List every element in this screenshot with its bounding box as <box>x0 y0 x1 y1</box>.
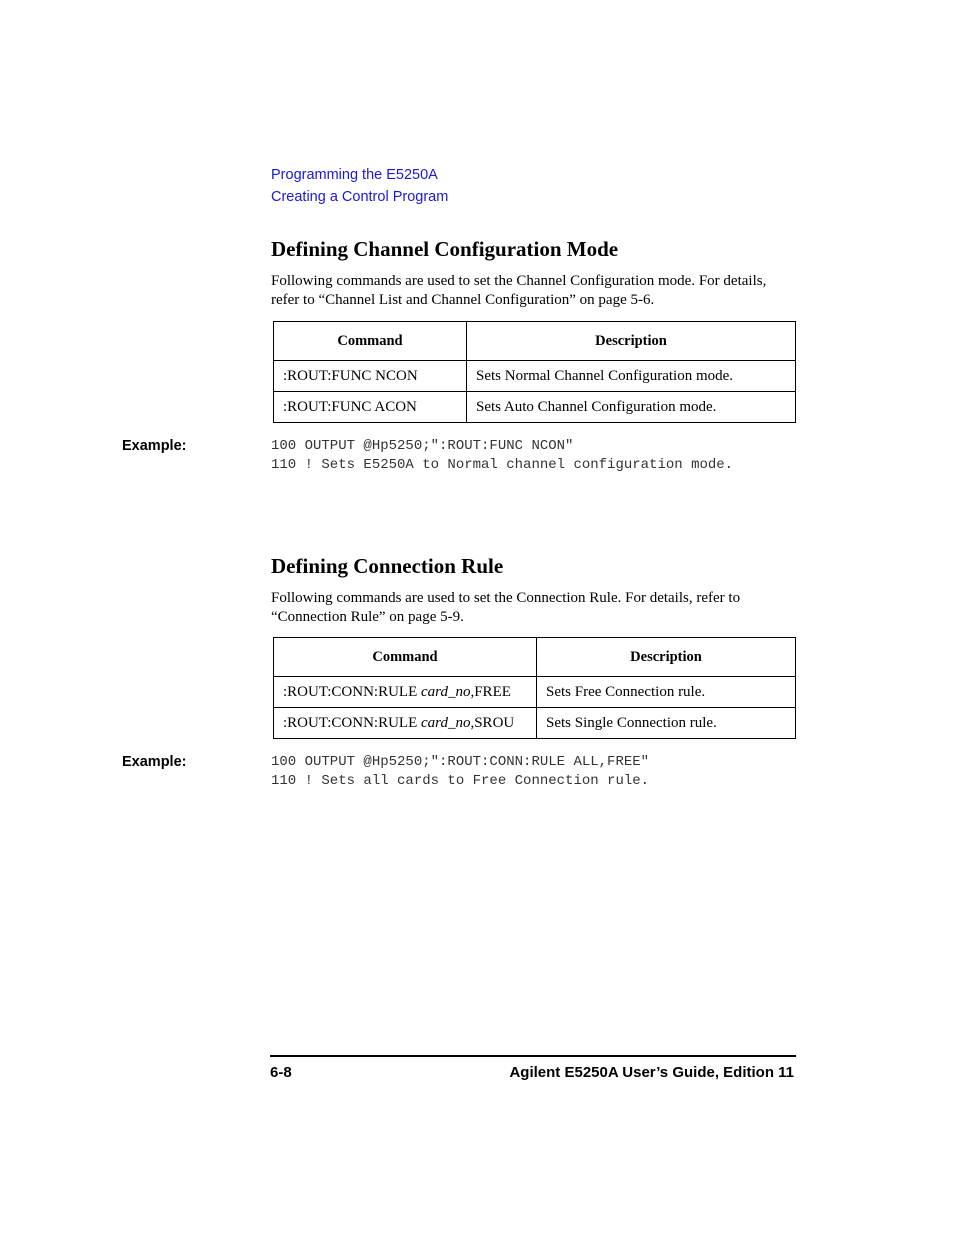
code-line: 110 ! Sets E5250A to Normal channel configuration mode. <box>271 457 734 473</box>
command-keyword: :ROUT:CONN:RULE <box>283 683 422 700</box>
example-code-block <box>271 437 733 475</box>
example-code-block <box>271 753 649 791</box>
breadcrumb-link-control-program[interactable]: Creating a Control Program <box>271 189 449 205</box>
section-heading-channel-config: Defining Channel Configuration Mode <box>271 237 619 261</box>
footer-rule <box>270 1055 796 1057</box>
column-header-description: Description <box>467 322 796 361</box>
intro-line: Following commands are used to set the Channel Configuration mode. For details, <box>271 273 767 289</box>
description-cell: Sets Single Connection rule. <box>537 708 796 739</box>
command-value: ,SROU <box>470 714 515 731</box>
command-parameter: card_no <box>421 683 471 700</box>
command-cell <box>274 677 537 708</box>
page-number: 6-8 <box>270 1064 292 1081</box>
intro-line: Following commands are used to set the Connection Rule. For details, refer to <box>271 590 741 606</box>
command-cell: :ROUT:FUNC NCON <box>274 361 467 392</box>
command-table-connection-rule <box>273 637 796 739</box>
description-cell: Sets Auto Channel Configuration mode. <box>467 392 796 423</box>
section-intro-channel-config <box>271 272 801 310</box>
intro-line: “Connection Rule” on page 5-9. <box>271 609 464 625</box>
command-table-channel-config <box>273 321 796 423</box>
description-cell: Sets Free Connection rule. <box>537 677 796 708</box>
intro-line: refer to “Channel List and Channel Configuration” on page 5-6. <box>271 292 655 308</box>
example-label: Example: <box>122 754 187 770</box>
breadcrumb-link-programming[interactable]: Programming the E5250A <box>271 167 438 183</box>
table-row <box>274 708 796 739</box>
code-line: 100 OUTPUT @Hp5250;":ROUT:FUNC NCON" <box>271 438 574 454</box>
column-header-description: Description <box>537 638 796 677</box>
command-keyword: :ROUT:CONN:RULE <box>283 714 422 731</box>
column-header-command: Command <box>274 638 537 677</box>
section-intro-connection-rule <box>271 589 801 627</box>
command-value: ,FREE <box>470 683 511 700</box>
code-line: 110 ! Sets all cards to Free Connection rule. <box>271 773 650 789</box>
command-cell <box>274 708 537 739</box>
command-cell: :ROUT:FUNC ACON <box>274 392 467 423</box>
description-cell: Sets Normal Channel Configuration mode. <box>467 361 796 392</box>
command-parameter: card_no <box>421 714 471 731</box>
breadcrumb <box>271 164 448 208</box>
table-row <box>274 392 796 423</box>
column-header-command: Command <box>274 322 467 361</box>
section-heading-connection-rule: Defining Connection Rule <box>271 554 504 578</box>
table-header-row <box>274 322 796 361</box>
table-row <box>274 361 796 392</box>
table-row <box>274 677 796 708</box>
guide-title: Agilent E5250A User’s Guide, Edition 11 <box>509 1064 794 1081</box>
example-label: Example: <box>122 438 187 454</box>
table-header-row <box>274 638 796 677</box>
code-line: 100 OUTPUT @Hp5250;":ROUT:CONN:RULE ALL,FREE" <box>271 754 650 770</box>
